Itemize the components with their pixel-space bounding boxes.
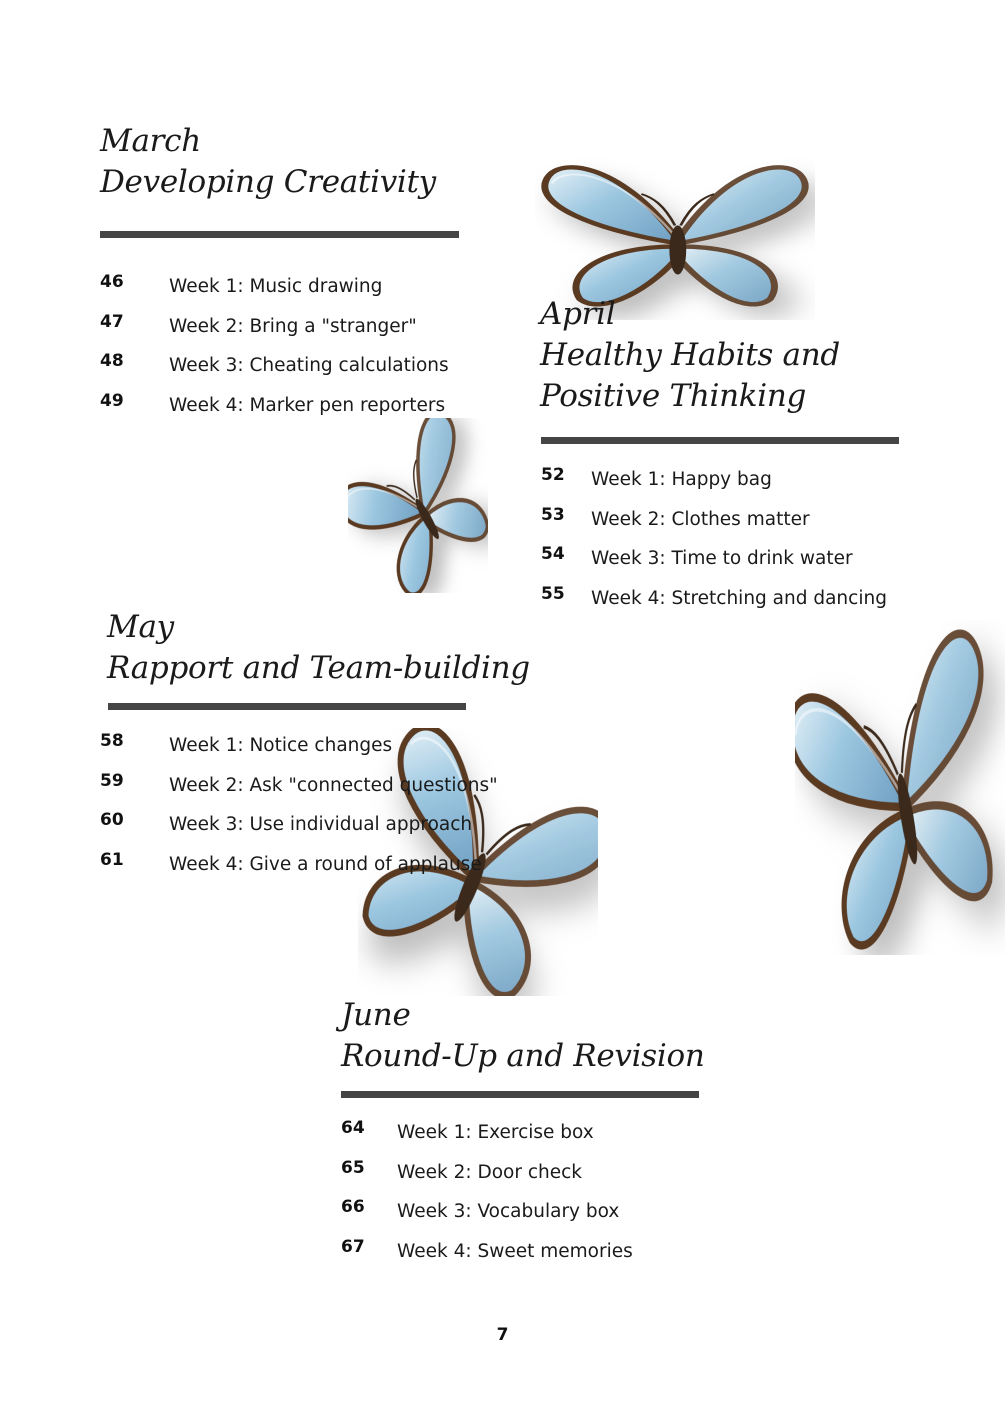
theme-title: Developing Creativity [100,164,436,200]
section-divider [541,437,899,444]
page-number-label: 60 [100,810,124,830]
entry-title: Week 2: Ask "connected questions" [169,774,498,796]
entry-title: Week 4: Marker pen reporters [169,394,446,416]
page-number-label: 64 [341,1118,365,1138]
month-title: April [540,296,616,332]
section-divider [108,703,466,710]
page-number-label: 66 [341,1197,365,1217]
theme-title: Rapport and Team-building [107,650,530,686]
section-april [540,294,840,417]
month-title: March [100,123,201,159]
entry-title: Week 1: Notice changes [169,735,393,756]
theme-title-line-2: Positive Thinking [540,378,807,414]
entry-title: Week 3: Cheating calculations [169,355,449,376]
entry-title: Week 3: Time to drink water [591,548,853,569]
entry-title: Week 1: Exercise box [397,1122,594,1143]
theme-title: Round-Up and Revision [341,1038,705,1074]
page-number-label: 49 [100,390,124,411]
page-number-label: 48 [100,351,124,371]
entry-title: Week 4: Stretching and dancing [591,587,887,609]
butterfly-icon [795,620,1005,955]
page-number-label: 59 [100,770,124,791]
section-heading [100,121,436,203]
page-number-label: 61 [100,849,124,870]
section-may [107,607,530,689]
page-number-label: 52 [541,465,565,485]
month-title: May [107,609,174,645]
page-number-label: 65 [341,1157,365,1178]
page-number-label: 46 [100,272,124,292]
page-number-label: 58 [100,731,124,751]
entry-title: Week 4: Give a round of applause [169,853,482,875]
section-heading [341,995,705,1077]
entry-title: Week 2: Bring a "stranger" [169,315,417,337]
section-june [341,995,705,1077]
page-number-label: 53 [541,504,565,525]
page-number-label: 47 [100,311,124,332]
entry-title: Week 2: Door check [397,1161,582,1183]
entry-title: Week 4: Sweet memories [397,1240,633,1262]
section-heading [107,607,530,689]
entry-title: Week 3: Use individual approach [169,814,473,835]
section-divider [100,231,459,238]
page-number-label: 67 [341,1236,365,1257]
entry-title: Week 1: Happy bag [591,469,772,490]
section-march [100,121,436,203]
page-number-label: 55 [541,583,565,604]
entry-title: Week 1: Music drawing [169,276,383,297]
entry-title: Week 2: Clothes matter [591,508,810,530]
entry-title: Week 3: Vocabulary box [397,1201,620,1222]
section-heading [540,294,840,417]
month-title: June [341,997,411,1033]
page-number: 7 [496,1325,509,1345]
page-number-label: 54 [541,544,565,564]
butterfly-icon [348,418,488,593]
theme-title-line-1: Healthy Habits and [540,337,840,373]
section-divider [341,1091,699,1098]
